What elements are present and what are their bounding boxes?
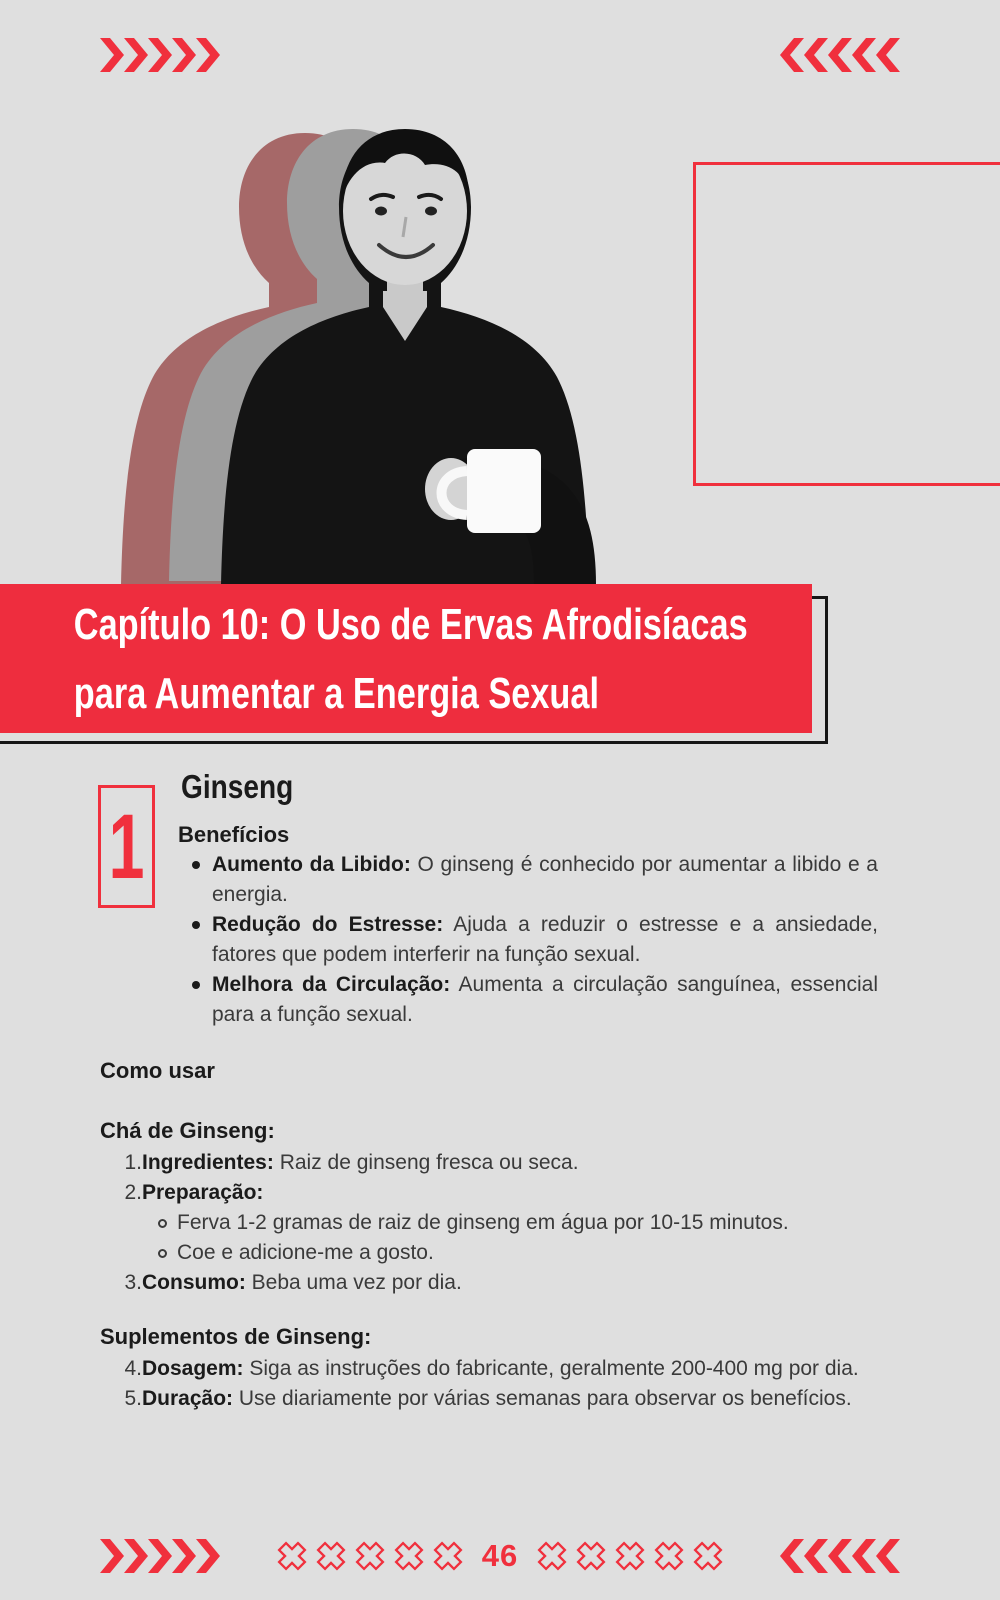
step-lead: Ingredientes:	[142, 1151, 274, 1174]
chevron-right-icon	[196, 1539, 220, 1573]
chevron-right-icon	[172, 1539, 196, 1573]
list-item	[100, 1354, 890, 1384]
list-item	[100, 1148, 890, 1178]
benefits-heading: Benefícios	[178, 822, 290, 847]
benefit-text: Aumenta a circulação sanguínea, essencial para a função sexual.	[212, 973, 878, 1026]
benefit-lead: Aumento da Libido:	[212, 853, 411, 876]
x-icon	[652, 1540, 686, 1572]
chevron-right-icon	[148, 38, 172, 72]
decor-red-frame	[693, 162, 1000, 486]
x-icon	[691, 1540, 725, 1572]
chevron-left-icon	[780, 38, 804, 72]
chevron-right-icon	[172, 38, 196, 72]
step-number: 5.	[124, 1387, 142, 1410]
supplements-heading: Suplementos de Ginseng:	[100, 1324, 372, 1349]
step-text: Siga as instruções do fabricante, geralmente 200-400 mg por dia.	[249, 1357, 859, 1380]
benefit-text: Ajuda a reduzir o estresse e a ansiedade, fatores que podem interferir na função sexual.	[212, 913, 878, 966]
bullet-icon	[192, 861, 200, 869]
step-number: 3.	[124, 1271, 142, 1294]
list-item	[100, 1178, 890, 1208]
chevron-left-icon	[828, 38, 852, 72]
page-number-decoration	[275, 1538, 725, 1574]
benefits-list	[190, 850, 880, 1030]
x-icon	[392, 1540, 426, 1572]
step-text: Beba uma vez por dia.	[251, 1271, 462, 1294]
step-number: 2.	[124, 1181, 142, 1204]
chapter-title-line1: Capítulo 10: O Uso de Ervas Afrodisíacas	[73, 599, 748, 649]
chevron-left-icon	[828, 1539, 852, 1573]
circle-bullet-icon	[158, 1249, 167, 1258]
x-icon	[535, 1540, 569, 1572]
x-icon	[613, 1540, 647, 1572]
chevron-left-icon	[804, 1539, 828, 1573]
chapter-title-banner	[0, 584, 812, 733]
chevron-right-icon	[100, 38, 124, 72]
chevron-right-icon	[124, 1539, 148, 1573]
circle-bullet-icon	[158, 1219, 167, 1228]
list-item	[100, 1384, 890, 1414]
benefit-lead: Melhora da Circulação:	[212, 973, 451, 996]
benefit-text: O ginseng é conhecido por aumentar a libido e a energia.	[212, 853, 878, 906]
benefit-lead: Redução do Estresse:	[212, 913, 444, 936]
substep-text: Coe e adicione-me a gosto.	[177, 1241, 434, 1264]
tea-heading: Chá de Ginseng:	[100, 1118, 275, 1143]
x-icon	[353, 1540, 387, 1572]
chevrons-left-icon	[780, 38, 900, 72]
chevrons-left-icon	[780, 1539, 900, 1573]
section-number: 1	[108, 795, 145, 898]
list-item	[155, 1238, 890, 1268]
chapter-title-line2: para Aumentar a Energia Sexual	[73, 668, 599, 718]
step-number: 1.	[124, 1151, 142, 1174]
step-lead: Consumo:	[142, 1271, 246, 1294]
chevron-right-icon	[196, 38, 220, 72]
chevron-right-icon	[100, 1539, 124, 1573]
step-lead: Preparação:	[142, 1181, 264, 1204]
chevron-right-icon	[124, 38, 148, 72]
chevron-right-icon	[148, 1539, 172, 1573]
list-item	[155, 1208, 890, 1238]
chevrons-right-icon	[100, 38, 220, 72]
footer-decor-row	[100, 1538, 900, 1574]
tea-steps-list	[100, 1148, 890, 1298]
chevron-left-icon	[852, 1539, 876, 1573]
chevron-left-icon	[780, 1539, 804, 1573]
step-text: Use diariamente por várias semanas para observar os benefícios.	[238, 1387, 852, 1410]
supplement-steps-list	[100, 1354, 890, 1414]
bullet-icon	[192, 921, 200, 929]
section-heading: Ginseng	[181, 768, 294, 805]
step-lead: Duração:	[142, 1387, 234, 1410]
section-number-box	[98, 785, 155, 908]
x-icon	[275, 1540, 309, 1572]
chevron-left-icon	[804, 38, 828, 72]
mug	[467, 449, 541, 533]
chevron-left-icon	[876, 38, 900, 72]
how-to-heading: Como usar	[100, 1058, 215, 1083]
portrait-photo	[95, 85, 660, 585]
substep-text: Ferva 1-2 gramas de raiz de ginseng em água por 10-15 minutos.	[177, 1211, 789, 1234]
list-item	[100, 1268, 890, 1298]
list-item	[190, 970, 880, 1030]
chevron-left-icon	[876, 1539, 900, 1573]
chevron-left-icon	[852, 38, 876, 72]
page-number: 46	[481, 1538, 519, 1573]
x-icon	[314, 1540, 348, 1572]
chapter-title	[0, 590, 748, 728]
chevrons-right-icon	[100, 1539, 220, 1573]
bullet-icon	[192, 981, 200, 989]
step-number: 4.	[124, 1357, 142, 1380]
step-text: Raiz de ginseng fresca ou seca.	[279, 1151, 579, 1174]
list-item	[190, 850, 880, 910]
step-lead: Dosagem:	[142, 1357, 244, 1380]
top-decor-row	[100, 38, 900, 72]
list-item	[190, 910, 880, 970]
x-icon	[431, 1540, 465, 1572]
x-icon	[574, 1540, 608, 1572]
